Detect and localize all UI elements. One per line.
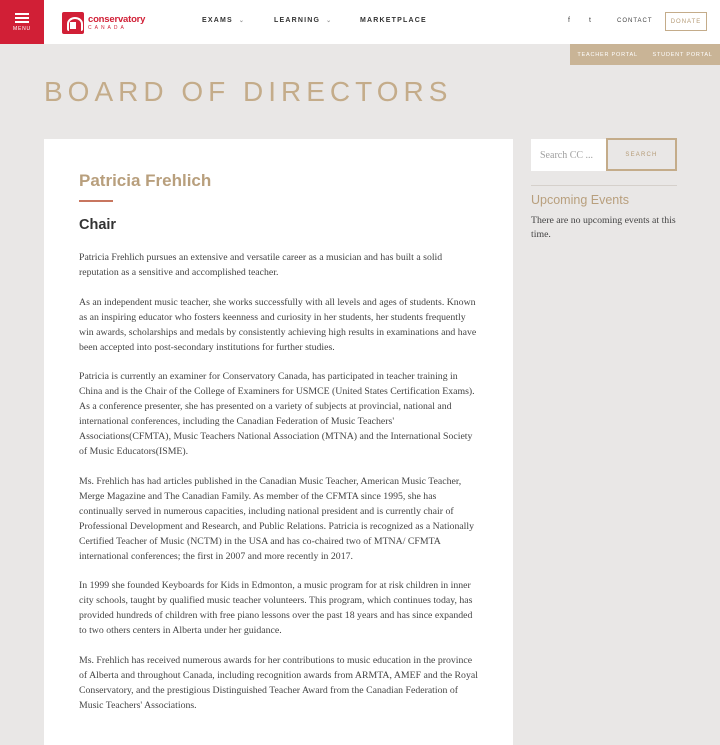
menu-label: MENU bbox=[13, 25, 31, 32]
search-input[interactable] bbox=[531, 139, 607, 171]
biography bbox=[79, 250, 479, 727]
nav-item-learning[interactable] bbox=[274, 17, 332, 24]
upcoming-events-empty-text: There are no upcoming events at this time. bbox=[531, 215, 676, 240]
bio-paragraph: In 1999 she founded Keyboards for Kids in Edmonton, a music program for at risk children in inner city schools, taught by qualified music teacher volunteers. This program, which continues today, has provided hundreds of children with free piano lessons over the past 18 years and has since expanded to two others centers in Alberta under her guidance. bbox=[79, 580, 473, 636]
chevron-down-icon: ⌄ bbox=[326, 18, 333, 24]
hamburger-icon bbox=[15, 13, 29, 23]
nav-item-label: EXAMS bbox=[202, 17, 233, 24]
donate-button[interactable]: DONATE bbox=[665, 12, 707, 31]
twitter-icon[interactable]: t bbox=[589, 17, 591, 24]
bio-paragraph: Patricia Frehlich pursues an extensive and versatile career as a musician and has built a solid reputation as a sensitive and accomplished teacher. bbox=[79, 252, 443, 278]
nav-item-label: MARKETPLACE bbox=[360, 17, 427, 24]
chevron-down-icon: ⌄ bbox=[238, 18, 246, 24]
contact-link[interactable]: CONTACT bbox=[617, 18, 653, 24]
bio-paragraph: Ms. Frehlich has received numerous awards for her contributions to music education in the province of Alberta and throughout Canada, including recognition awards from ARMTA, AMEF and the Royal Conservatory, and the prestigious Distinguished Teacher Award from the Canadian Federation of Music Teachers' Associations. bbox=[79, 654, 478, 711]
nav-item-exams[interactable] bbox=[202, 17, 245, 24]
bio-paragraph: As an independent music teacher, she works successfully with all levels and ages of students. Known as an inspiring educator who fosters keenness and curiosity in her students, her students frequently win awards, scholarships and medals by consistently achieving high results in examinations and have been accepted into post-secondary institutions for further studies. bbox=[79, 296, 477, 353]
logo-name: conservatory bbox=[88, 14, 146, 26]
bio-paragraph: Patricia is currently an examiner for Conservatory Canada, has participated in teacher training in China and is the Chair of the College of Examiners for USMCE (United States Certification Exams). As a conference presenter, she has presented on a variety of subjects at provincial, national and international conferences, including the Canadian Federation of Music Teachers' Associations(CFMTA), Music Teachers National Association (MTNA) and the International Society of Music Educators(ISME). bbox=[79, 371, 475, 457]
person-name: Patricia Frehlich bbox=[79, 171, 212, 190]
search-button[interactable]: SEARCH bbox=[606, 138, 677, 171]
person-role: Chair bbox=[79, 217, 117, 233]
logo-wordmark bbox=[88, 15, 145, 31]
page-title: BOARD OF DIRECTORS bbox=[44, 76, 453, 107]
top-navigation-bar bbox=[0, 0, 720, 44]
upcoming-events-heading: Upcoming Events bbox=[531, 193, 629, 207]
site-logo[interactable] bbox=[62, 12, 145, 34]
bio-paragraph: Ms. Frehlich has had articles published in the Canadian Music Teacher, American Music Teacher, Merge Magazine and The Canadian Family. As member of the CFMTA since 1995, she has continually served in numerous capacities, including national president and is currently chair of Professional Development and Research, and Public Relations. Patricia is recognized as a Nationally Certified Teacher of Music (NCTM) in the USA and has co-chaired two of MTNA/ CFMTA international conferences; the first in 2007 and more recently in 2017. bbox=[79, 475, 475, 562]
facebook-icon[interactable]: f bbox=[568, 17, 570, 24]
menu-button[interactable] bbox=[0, 0, 44, 44]
logo-mark-icon bbox=[62, 12, 84, 34]
logo-subtitle: CANADA bbox=[88, 24, 127, 31]
portal-links bbox=[570, 44, 720, 65]
title-divider bbox=[79, 200, 113, 202]
sidebar-divider bbox=[531, 185, 677, 186]
profile-card bbox=[44, 139, 513, 745]
student-portal-link[interactable]: STUDENT PORTAL bbox=[652, 51, 713, 58]
nav-item-marketplace[interactable] bbox=[360, 17, 427, 24]
nav-item-label: LEARNING bbox=[274, 17, 321, 24]
teacher-portal-link[interactable]: TEACHER PORTAL bbox=[577, 51, 638, 58]
